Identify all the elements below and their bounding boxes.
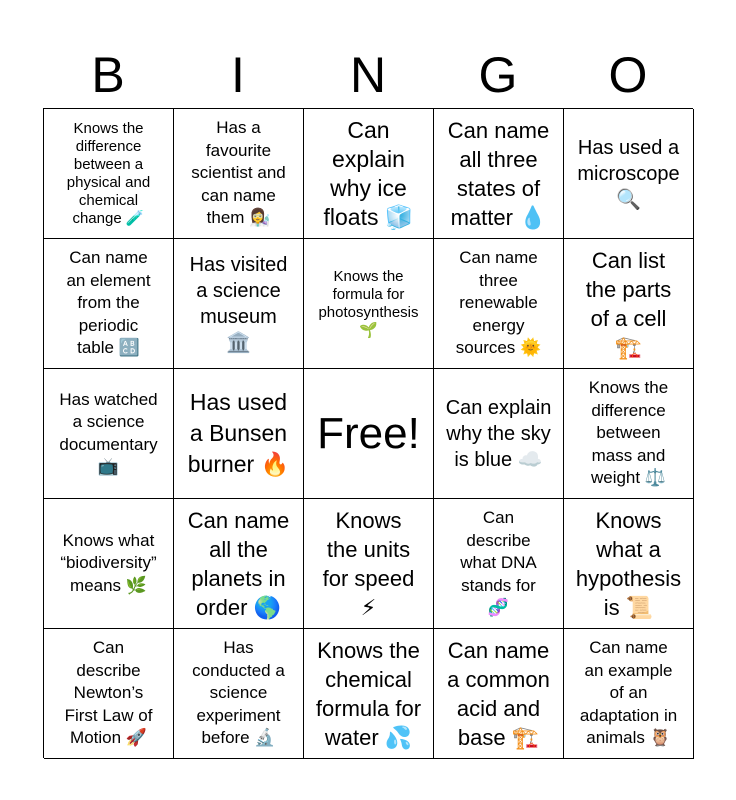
bingo-cell-text: Knows the formula for photosynthesis 🌱 (318, 267, 419, 339)
bingo-header (43, 42, 693, 108)
header-letter-g: G (478, 47, 518, 103)
bingo-cell-text: Knows the difference between a physical and chemical change 🧪 (66, 119, 151, 227)
bingo-cell[interactable] (564, 239, 694, 369)
bingo-card-grid (43, 108, 693, 758)
bingo-cell-text: Knows the units for speed ⚡ (322, 507, 415, 620)
bingo-cell-text: Can name an element from the periodic table 🔠 (66, 248, 151, 358)
bingo-cell-text: Can list the parts of a cell 🏗️ (585, 247, 672, 360)
bingo-cell-text: Has visited a science museum 🏛️ (189, 253, 288, 354)
bingo-cell-free[interactable] (304, 369, 434, 499)
bingo-cell-text: Has used a Bunsen burner 🔥 (187, 389, 290, 477)
bingo-cell-text: Can name three renewable energy sources 🌞 (455, 248, 542, 358)
bingo-cell[interactable] (434, 239, 564, 369)
bingo-cell[interactable] (434, 109, 564, 239)
bingo-cell-text: Can name all three states of matter 💧 (447, 117, 550, 230)
bingo-cell-text: Knows what a hypothesis is 📜 (575, 507, 682, 620)
bingo-cell[interactable] (174, 629, 304, 759)
header-letter-i: I (231, 47, 245, 103)
bingo-cell-text: Can explain why ice floats 🧊 (323, 116, 414, 230)
bingo-cell[interactable] (564, 499, 694, 629)
bingo-cell[interactable] (304, 629, 434, 759)
header-letter-o: O (608, 47, 648, 103)
bingo-cell[interactable] (174, 369, 304, 499)
free-space-label: Free! (317, 408, 420, 458)
bingo-cell[interactable] (44, 239, 174, 369)
bingo-cell[interactable] (174, 239, 304, 369)
bingo-cell-text: Knows what “biodiversity” means 🌿 (60, 530, 157, 595)
bingo-cell[interactable] (434, 629, 564, 759)
bingo-cell[interactable] (304, 499, 434, 629)
bingo-cell[interactable] (434, 499, 564, 629)
bingo-cell-text: Can explain why the sky is blue ☁️ (445, 396, 552, 471)
bingo-cell[interactable] (174, 499, 304, 629)
bingo-cell-text: Can describe Newton’s First Law of Motion 🚀 (64, 638, 153, 748)
bingo-cell[interactable] (564, 369, 694, 499)
bingo-cell-text: Can describe what DNA stands for 🧬 (460, 508, 537, 618)
bingo-cell[interactable] (564, 629, 694, 759)
bingo-cell[interactable] (44, 499, 174, 629)
bingo-cell[interactable] (304, 239, 434, 369)
header-letter-b: B (91, 47, 125, 103)
bingo-cell[interactable] (174, 109, 304, 239)
bingo-cell-text: Has conducted a science experiment before 🔬 (192, 638, 285, 748)
bingo-cell[interactable] (44, 109, 174, 239)
bingo-cell-text: Has used a microscope 🔍 (577, 136, 680, 211)
bingo-cell-text: Can name an example of an adaptation in animals 🦉 (579, 638, 678, 748)
bingo-cell-text: Knows the chemical formula for water 💦 (315, 637, 422, 750)
bingo-cell-text: Can name all the planets in order 🌎 (187, 507, 290, 620)
bingo-cell-text: Knows the difference between mass and weight ⚖️ (588, 378, 669, 488)
bingo-cell-text: Has a favourite scientist and can name them 👩‍🔬 (191, 118, 286, 228)
bingo-cell-text: Can name a common acid and base 🏗️ (447, 637, 550, 750)
bingo-cell-text: Has watched a science documentary 📺 (59, 389, 158, 476)
header-letter-n: N (349, 47, 387, 103)
bingo-cell[interactable] (304, 109, 434, 239)
bingo-cell[interactable] (44, 369, 174, 499)
bingo-cell[interactable] (44, 629, 174, 759)
bingo-cell[interactable] (434, 369, 564, 499)
bingo-cell[interactable] (564, 109, 694, 239)
